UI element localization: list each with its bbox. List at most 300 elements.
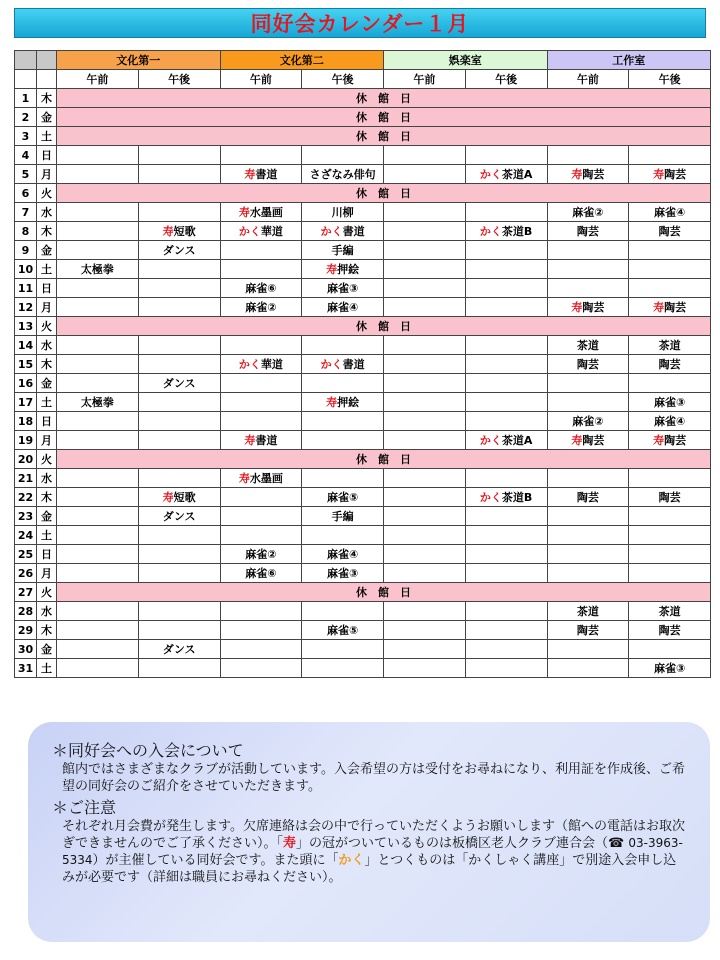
activity-cell (57, 526, 139, 545)
caution-text-d: 」とつくものは「かくしゃく講座」で別途入会申し込みが必要です（詳細は職員にお尋ねください）。 (62, 853, 677, 885)
activity-cell (138, 602, 220, 621)
activity-cell (220, 640, 302, 659)
activity-cell (138, 659, 220, 678)
activity-cell (138, 203, 220, 222)
activity-cell (138, 431, 220, 450)
calendar-row (15, 222, 711, 241)
day-number: 19 (15, 431, 37, 450)
day-of-week: 日 (37, 412, 57, 431)
activity-cell (547, 545, 629, 564)
day-number: 30 (15, 640, 37, 659)
day-of-week: 金 (37, 108, 57, 127)
header-blank-dow (37, 51, 57, 70)
activity-cell (302, 146, 384, 165)
prefix-mark: 寿 (653, 434, 665, 447)
calendar-row (15, 355, 711, 374)
day-of-week: 日 (37, 545, 57, 564)
prefix-mark: かく (238, 225, 261, 238)
calendar-row (15, 412, 711, 431)
activity-cell (302, 469, 384, 488)
calendar-row (15, 526, 711, 545)
caution-text-c: ）が主催している同好会です。また頭に「 (92, 853, 339, 868)
day-number: 26 (15, 564, 37, 583)
activity-cell: 麻雀④ (629, 203, 711, 222)
day-of-week: 水 (37, 469, 57, 488)
activity-cell (547, 260, 629, 279)
activity-cell (547, 393, 629, 412)
activity-cell (465, 203, 547, 222)
activity-cell: ダンス (138, 640, 220, 659)
activity-cell (384, 545, 466, 564)
calendar-row (15, 279, 711, 298)
day-of-week: 土 (37, 659, 57, 678)
activity-cell (57, 659, 139, 678)
notice-heading-caution: ＊ご注意 (52, 798, 117, 817)
session-header: 午前 (57, 70, 139, 89)
activity-cell (302, 526, 384, 545)
calendar-row (15, 165, 711, 184)
calendar-title-bar (14, 8, 706, 38)
activity-cell (138, 526, 220, 545)
activity-cell (57, 621, 139, 640)
activity-cell (220, 260, 302, 279)
activity-cell (57, 507, 139, 526)
day-of-week: 水 (37, 602, 57, 621)
prefix-mark: 寿 (571, 168, 583, 181)
activity-cell (302, 412, 384, 431)
calendar-body (15, 89, 711, 678)
calendar-row (15, 621, 711, 640)
club-calendar-table (14, 50, 711, 678)
activity-cell: 陶芸 (629, 222, 711, 241)
activity-cell: 麻雀② (220, 545, 302, 564)
prefix-mark: 寿 (238, 472, 250, 485)
activity-cell: 麻雀④ (302, 298, 384, 317)
activity-cell: かく茶道B (465, 488, 547, 507)
activity-cell: 寿水墨画 (220, 469, 302, 488)
activity-cell (465, 298, 547, 317)
activity-cell: 陶芸 (547, 488, 629, 507)
activity-cell (138, 355, 220, 374)
prefix-mark: かく (479, 168, 502, 181)
activity-cell (220, 146, 302, 165)
day-number: 15 (15, 355, 37, 374)
prefix-mark: かく (238, 358, 261, 371)
activity-cell: 茶道 (547, 602, 629, 621)
activity-cell (384, 526, 466, 545)
activity-cell (465, 241, 547, 260)
prefix-mark: 寿 (653, 301, 665, 314)
activity-cell: 麻雀⑤ (302, 621, 384, 640)
activity-cell (547, 526, 629, 545)
day-of-week: 木 (37, 621, 57, 640)
prefix-mark: 寿 (162, 225, 174, 238)
activity-cell (57, 412, 139, 431)
calendar-row (15, 602, 711, 621)
calendar-row (15, 260, 711, 279)
activity-cell (465, 526, 547, 545)
calendar-row (15, 374, 711, 393)
activity-cell (57, 298, 139, 317)
activity-cell (138, 146, 220, 165)
activity-cell (547, 279, 629, 298)
calendar-row (15, 146, 711, 165)
activity-cell (302, 659, 384, 678)
activity-cell: かく茶道A (465, 431, 547, 450)
day-number: 21 (15, 469, 37, 488)
activity-cell: 茶道 (629, 336, 711, 355)
activity-cell (384, 602, 466, 621)
activity-cell (384, 640, 466, 659)
activity-cell: 麻雀③ (629, 659, 711, 678)
activity-cell (57, 431, 139, 450)
activity-cell (57, 146, 139, 165)
prefix-mark: 寿 (326, 263, 338, 276)
day-number: 5 (15, 165, 37, 184)
activity-cell (465, 507, 547, 526)
activity-cell (629, 260, 711, 279)
calendar-row (15, 545, 711, 564)
activity-cell (629, 279, 711, 298)
activity-cell: さざなみ俳句 (302, 165, 384, 184)
notice-text-membership: 館内ではさまざまなクラブが活動しています。入会希望の方は受付をお尋ねになり、利用証を作成後、ご希望の同好会のご紹介をさせていただきます。 (62, 762, 685, 794)
activity-cell: 麻雀② (547, 203, 629, 222)
session-header: 午後 (302, 70, 384, 89)
calendar-row (15, 317, 711, 336)
day-number: 24 (15, 526, 37, 545)
day-number: 25 (15, 545, 37, 564)
prefix-mark: 寿 (653, 168, 665, 181)
calendar-row (15, 89, 711, 108)
day-of-week: 木 (37, 89, 57, 108)
activity-cell (220, 336, 302, 355)
activity-cell: 麻雀② (547, 412, 629, 431)
activity-cell (465, 279, 547, 298)
calendar-row (15, 450, 711, 469)
prefix-mark: かく (320, 225, 343, 238)
activity-cell (138, 298, 220, 317)
activity-cell (138, 564, 220, 583)
room-header-row (15, 51, 711, 70)
calendar-row (15, 203, 711, 222)
activity-cell (220, 621, 302, 640)
activity-cell (384, 355, 466, 374)
closed-day-cell: 休 館 日 (57, 184, 711, 203)
activity-cell (465, 355, 547, 374)
activity-cell (57, 374, 139, 393)
activity-cell: 寿押絵 (302, 260, 384, 279)
activity-cell (465, 374, 547, 393)
activity-cell (384, 279, 466, 298)
activity-cell (57, 203, 139, 222)
activity-cell (57, 640, 139, 659)
activity-cell (57, 488, 139, 507)
header-empty-day (15, 70, 37, 89)
activity-cell: 手編 (302, 241, 384, 260)
activity-cell (57, 355, 139, 374)
activity-cell (220, 507, 302, 526)
activity-cell (629, 241, 711, 260)
closed-day-cell: 休 館 日 (57, 89, 711, 108)
activity-cell (138, 545, 220, 564)
activity-cell (465, 545, 547, 564)
activity-cell: ダンス (138, 507, 220, 526)
activity-cell (465, 336, 547, 355)
activity-cell (384, 374, 466, 393)
prefix-mark: 寿 (244, 434, 256, 447)
room-header-bunka2: 文化第二 (220, 51, 384, 70)
activity-cell (547, 146, 629, 165)
activity-cell (384, 507, 466, 526)
day-number: 2 (15, 108, 37, 127)
activity-cell (384, 412, 466, 431)
activity-cell (465, 393, 547, 412)
prefix-mark: かく (479, 491, 502, 504)
activity-cell (465, 564, 547, 583)
activity-cell (384, 165, 466, 184)
activity-cell (547, 640, 629, 659)
day-number: 16 (15, 374, 37, 393)
calendar-row (15, 431, 711, 450)
activity-cell: かく茶道A (465, 165, 547, 184)
phone-icon: ☎ (608, 836, 625, 851)
activity-cell: かく華道 (220, 222, 302, 241)
activity-cell: 寿陶芸 (629, 298, 711, 317)
day-number: 11 (15, 279, 37, 298)
activity-cell (57, 545, 139, 564)
day-number: 17 (15, 393, 37, 412)
closed-day-cell: 休 館 日 (57, 108, 711, 127)
day-of-week: 土 (37, 393, 57, 412)
day-of-week: 月 (37, 431, 57, 450)
day-number: 4 (15, 146, 37, 165)
activity-cell: 麻雀④ (629, 412, 711, 431)
day-of-week: 水 (37, 203, 57, 222)
closed-day-cell: 休 館 日 (57, 317, 711, 336)
day-number: 1 (15, 89, 37, 108)
activity-cell: 寿短歌 (138, 488, 220, 507)
day-number: 22 (15, 488, 37, 507)
day-of-week: 日 (37, 146, 57, 165)
calendar-row (15, 488, 711, 507)
activity-cell (629, 640, 711, 659)
activity-cell (57, 279, 139, 298)
header-empty-dow (37, 70, 57, 89)
activity-cell: 麻雀③ (629, 393, 711, 412)
day-of-week: 土 (37, 127, 57, 146)
prefix-mark: 寿 (571, 434, 583, 447)
activity-cell (138, 469, 220, 488)
activity-cell (302, 336, 384, 355)
activity-cell (547, 659, 629, 678)
activity-cell: 麻雀② (220, 298, 302, 317)
day-of-week: 火 (37, 450, 57, 469)
activity-cell: 麻雀⑥ (220, 279, 302, 298)
activity-cell: 陶芸 (547, 355, 629, 374)
day-number: 27 (15, 583, 37, 602)
activity-cell (57, 222, 139, 241)
day-number: 6 (15, 184, 37, 203)
activity-cell (220, 488, 302, 507)
day-of-week: 木 (37, 222, 57, 241)
activity-cell (384, 659, 466, 678)
activity-cell (57, 469, 139, 488)
activity-cell: 陶芸 (547, 621, 629, 640)
activity-cell: 麻雀③ (302, 279, 384, 298)
activity-cell: 陶芸 (629, 355, 711, 374)
day-of-week: 月 (37, 298, 57, 317)
activity-cell: 麻雀⑥ (220, 564, 302, 583)
activity-cell (138, 336, 220, 355)
activity-cell (384, 146, 466, 165)
prefix-mark: 寿 (238, 206, 250, 219)
day-number: 29 (15, 621, 37, 640)
activity-cell: 太極拳 (57, 260, 139, 279)
calendar-row (15, 393, 711, 412)
activity-cell (465, 602, 547, 621)
day-of-week: 火 (37, 583, 57, 602)
activity-cell: ダンス (138, 374, 220, 393)
closed-day-cell: 休 館 日 (57, 127, 711, 146)
activity-cell: かく茶道B (465, 222, 547, 241)
activity-cell: 川柳 (302, 203, 384, 222)
calendar-row (15, 564, 711, 583)
day-of-week: 水 (37, 336, 57, 355)
activity-cell: 寿陶芸 (629, 165, 711, 184)
kaku-mark: かく (338, 853, 365, 868)
activity-cell (629, 526, 711, 545)
calendar-row (15, 336, 711, 355)
activity-cell (57, 241, 139, 260)
activity-cell: 寿陶芸 (547, 431, 629, 450)
activity-cell (138, 621, 220, 640)
day-number: 7 (15, 203, 37, 222)
caution-text-a: それぞれ月会費が発生します。欠席連絡は会の中で行っていただくようお願いします（館への電話はお取次ぎできませんのでご了承ください）。「 (62, 819, 685, 851)
activity-cell: 麻雀③ (302, 564, 384, 583)
prefix-mark: かく (479, 434, 502, 447)
day-number: 12 (15, 298, 37, 317)
calendar-row (15, 298, 711, 317)
activity-cell: 陶芸 (629, 488, 711, 507)
day-of-week: 日 (37, 279, 57, 298)
activity-cell: 陶芸 (547, 222, 629, 241)
day-number: 9 (15, 241, 37, 260)
activity-cell (220, 659, 302, 678)
day-of-week: 月 (37, 564, 57, 583)
calendar-row (15, 640, 711, 659)
activity-cell (465, 469, 547, 488)
notice-text-caution (52, 818, 688, 886)
activity-cell (384, 260, 466, 279)
activity-cell (302, 431, 384, 450)
activity-cell: 麻雀⑤ (302, 488, 384, 507)
activity-cell (384, 488, 466, 507)
notice-panel (28, 722, 710, 942)
activity-cell (138, 260, 220, 279)
day-of-week: 土 (37, 526, 57, 545)
activity-cell (384, 203, 466, 222)
activity-cell (57, 336, 139, 355)
calendar-row (15, 127, 711, 146)
day-of-week: 月 (37, 165, 57, 184)
activity-cell (384, 431, 466, 450)
activity-cell (57, 165, 139, 184)
activity-cell: 茶道 (547, 336, 629, 355)
activity-cell (220, 412, 302, 431)
activity-cell: 寿陶芸 (629, 431, 711, 450)
day-of-week: 火 (37, 184, 57, 203)
notice-heading-membership: ＊同好会への入会について (52, 741, 244, 760)
activity-cell: 寿書道 (220, 431, 302, 450)
day-number: 10 (15, 260, 37, 279)
activity-cell (384, 336, 466, 355)
day-of-week: 木 (37, 355, 57, 374)
activity-cell (220, 526, 302, 545)
room-header-bunka1: 文化第一 (57, 51, 221, 70)
calendar-row (15, 184, 711, 203)
day-of-week: 金 (37, 640, 57, 659)
activity-cell (465, 260, 547, 279)
room-header-goraku: 娯楽室 (384, 51, 548, 70)
activity-cell (384, 393, 466, 412)
day-of-week: 金 (37, 374, 57, 393)
activity-cell (629, 507, 711, 526)
activity-cell: 寿短歌 (138, 222, 220, 241)
activity-cell (547, 507, 629, 526)
activity-cell: 陶芸 (629, 621, 711, 640)
activity-cell (302, 602, 384, 621)
calendar-row (15, 507, 711, 526)
prefix-mark: 寿 (571, 301, 583, 314)
session-header: 午前 (220, 70, 302, 89)
activity-cell (138, 412, 220, 431)
calendar-row (15, 659, 711, 678)
session-header: 午後 (138, 70, 220, 89)
activity-cell: かく書道 (302, 222, 384, 241)
activity-cell (302, 374, 384, 393)
activity-cell: 寿押絵 (302, 393, 384, 412)
activity-cell (138, 165, 220, 184)
day-number: 13 (15, 317, 37, 336)
day-number: 31 (15, 659, 37, 678)
session-header: 午後 (465, 70, 547, 89)
activity-cell: 手編 (302, 507, 384, 526)
calendar-row (15, 241, 711, 260)
calendar-row (15, 469, 711, 488)
day-of-week: 土 (37, 260, 57, 279)
activity-cell (465, 640, 547, 659)
activity-cell: 麻雀④ (302, 545, 384, 564)
activity-cell (384, 241, 466, 260)
day-of-week: 木 (37, 488, 57, 507)
kotobuki-mark: 寿 (283, 836, 297, 851)
activity-cell (138, 279, 220, 298)
prefix-mark: 寿 (162, 491, 174, 504)
calendar-row (15, 108, 711, 127)
activity-cell (138, 393, 220, 412)
activity-cell (384, 564, 466, 583)
activity-cell: かく書道 (302, 355, 384, 374)
day-number: 23 (15, 507, 37, 526)
session-header-row (15, 70, 711, 89)
day-of-week: 火 (37, 317, 57, 336)
activity-cell: 寿水墨画 (220, 203, 302, 222)
prefix-mark: 寿 (244, 168, 256, 181)
activity-cell (629, 564, 711, 583)
day-number: 3 (15, 127, 37, 146)
activity-cell (384, 222, 466, 241)
activity-cell (547, 469, 629, 488)
